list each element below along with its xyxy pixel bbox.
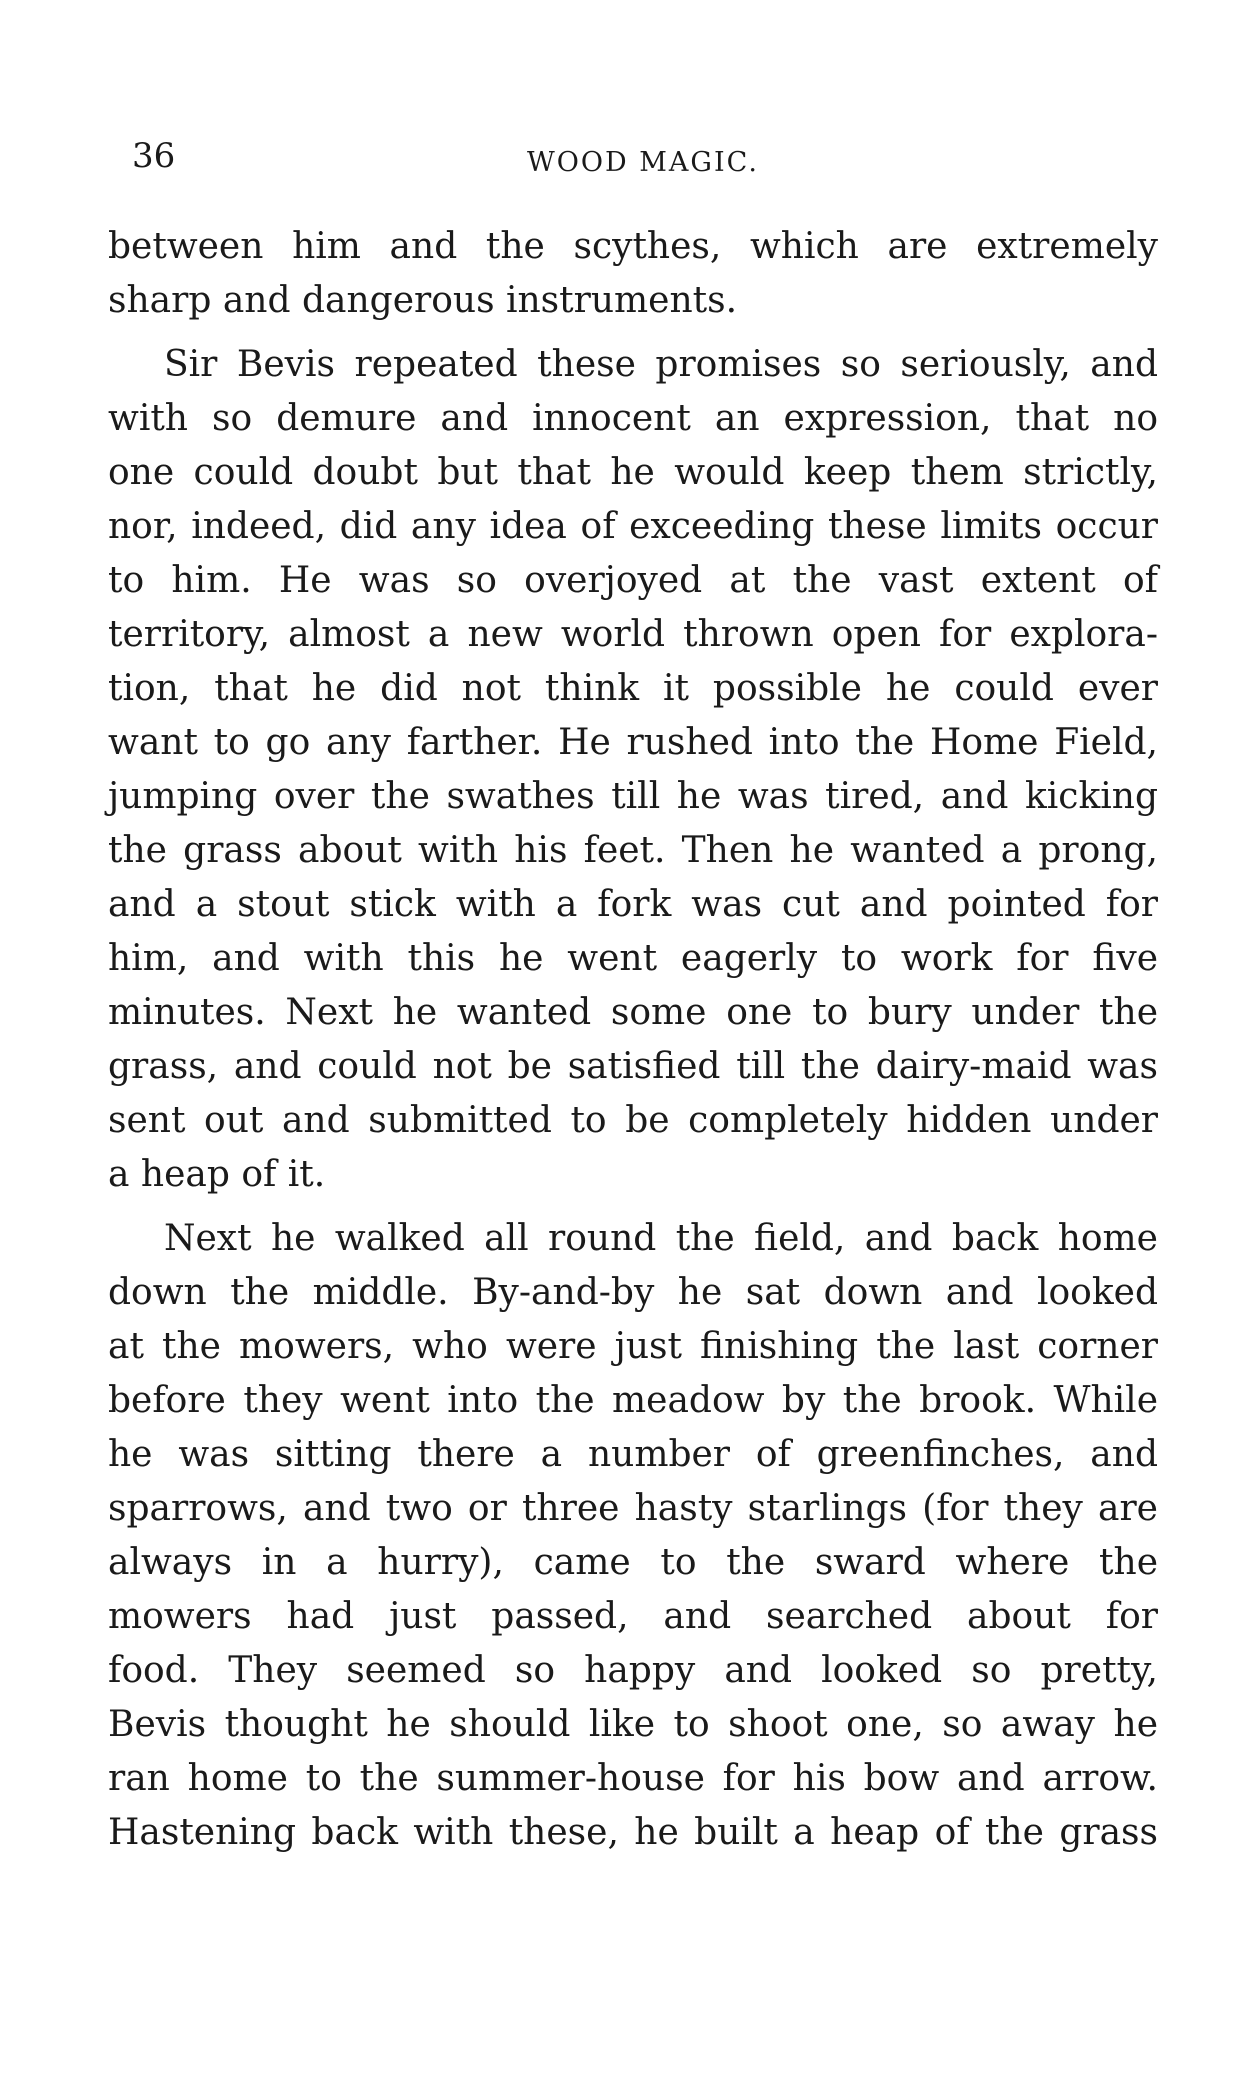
text-line: nor, indeed, did any idea of exceeding these limits occur bbox=[108, 506, 1158, 547]
text-line: jumping over the swathes till he was tired, and kicking bbox=[108, 776, 1158, 817]
text-line: want to go any farther. He rushed into the Home Field, bbox=[108, 722, 1158, 763]
text-line: him, and with this he went eagerly to work for five bbox=[108, 938, 1158, 979]
text-line: Bevis thought he should like to shoot one, so away he bbox=[108, 1704, 1158, 1745]
text-line: Sir Bevis repeated these promises so seriously, and bbox=[164, 344, 1158, 385]
paragraph bbox=[108, 338, 1158, 1202]
text-line: to him. He was so overjoyed at the vast extent of bbox=[108, 560, 1158, 601]
text-line: minutes. Next he wanted some one to bury under the bbox=[108, 992, 1158, 1033]
text-line: a heap of it. bbox=[108, 1154, 326, 1195]
running-title: WOOD MAGIC. bbox=[527, 147, 759, 178]
text-line: Hastening back with these, he built a heap of the grass bbox=[108, 1812, 1158, 1853]
text-line: with so demure and innocent an expression, that no bbox=[108, 398, 1158, 439]
paragraph bbox=[108, 220, 1158, 328]
text-line: mowers had just passed, and searched about for bbox=[108, 1596, 1158, 1637]
body-text bbox=[108, 220, 1158, 1860]
text-line: ran home to the summer-house for his bow and arrow. bbox=[108, 1758, 1158, 1799]
text-line: at the mowers, who were just finishing the last corner bbox=[108, 1326, 1158, 1367]
text-line: one could doubt but that he would keep them strictly, bbox=[108, 452, 1158, 493]
text-line: he was sitting there a number of greenfinches, and bbox=[108, 1434, 1158, 1475]
text-line: the grass about with his feet. Then he wanted a prong, bbox=[108, 830, 1158, 871]
text-line: always in a hurry), came to the sward where the bbox=[108, 1542, 1158, 1583]
text-line: food. They seemed so happy and looked so pretty, bbox=[108, 1650, 1158, 1691]
page-header bbox=[132, 128, 1162, 188]
text-line: Next he walked all round the field, and back home bbox=[164, 1218, 1158, 1259]
text-line: sparrows, and two or three hasty starlings (for they are bbox=[108, 1488, 1158, 1529]
text-line: down the middle. By-and-by he sat down and looked bbox=[108, 1272, 1158, 1313]
text-line: territory, almost a new world thrown open for explora- bbox=[108, 614, 1158, 655]
text-line: before they went into the meadow by the brook. While bbox=[108, 1380, 1158, 1421]
page-number: 36 bbox=[132, 136, 176, 176]
text-line: tion, that he did not think it possible he could ever bbox=[108, 668, 1158, 709]
text-line: sent out and submitted to be completely hidden under bbox=[108, 1100, 1158, 1141]
text-line: between him and the scythes, which are extremely bbox=[108, 226, 1158, 267]
text-line: and a stout stick with a fork was cut and pointed for bbox=[108, 884, 1158, 925]
text-line: sharp and dangerous instruments. bbox=[108, 280, 738, 321]
paragraph bbox=[108, 1212, 1158, 1860]
text-line: grass, and could not be satisfied till the dairy-maid was bbox=[108, 1046, 1158, 1087]
